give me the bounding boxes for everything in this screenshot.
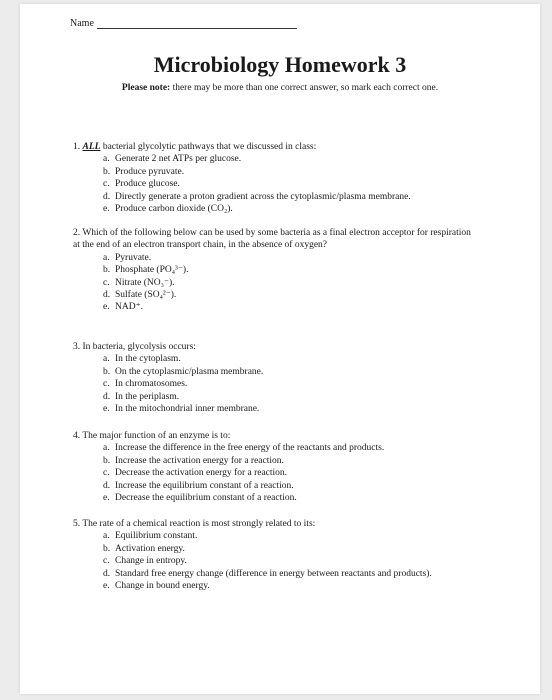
option-list [73,153,473,215]
option-letter: a. [103,354,110,365]
name-underline[interactable] [97,18,297,29]
stem-text: The major function of an enzyme is to: [82,431,231,441]
name-label: Name [70,18,94,29]
note-text: there may be more than one correct answer, so mark each correct one. [172,83,439,93]
option-c[interactable] [73,555,473,567]
option-letter: c. [103,179,110,190]
option-letter: a. [103,531,110,542]
option-e[interactable] [73,301,473,313]
option-text: Decrease the equilibrium constant of a reaction. [115,493,297,504]
option-c[interactable] [73,378,473,390]
stem-text: bacterial glycolytic pathways that we discussed in class: [102,142,317,152]
option-letter: c. [103,556,110,567]
option-text: In chromatosomes. [115,379,188,390]
question-stem [73,430,473,442]
option-b[interactable] [73,543,473,555]
option-letter: c. [103,468,110,479]
question-number: 1. [73,142,81,152]
option-b[interactable] [73,455,473,467]
option-text: Sulfate (SO₄²⁻). [115,290,177,301]
option-a[interactable] [73,442,473,454]
option-text: NAD⁺. [115,302,143,313]
option-text: Increase the activation energy for a reaction. [115,455,284,466]
stem-emphasis: ALL [82,142,101,152]
option-letter: e. [103,204,110,215]
option-b[interactable] [73,264,473,276]
option-text: Phosphate (PO₄³⁻). [115,265,189,276]
option-letter: d. [103,568,111,579]
option-text: Equilibrium constant. [115,531,198,542]
option-d[interactable] [73,191,473,203]
option-text: On the cytoplasmic/plasma membrane. [115,366,264,377]
homework-page [20,4,540,694]
option-text: Pyruvate. [115,252,152,263]
option-letter: d. [103,290,111,301]
note-label: Please note: [121,83,171,93]
option-c[interactable] [73,277,473,289]
question-1 [73,141,473,215]
option-text: Directly generate a proton gradient across the cytoplasmic/plasma membrane. [115,191,411,202]
option-text: Change in entropy. [115,556,187,567]
option-letter: e. [103,302,110,313]
option-letter: b. [103,455,111,466]
option-text: Produce pyruvate. [115,166,185,177]
option-text: Activation energy. [115,543,185,554]
option-text: Nitrate (NO₃⁻). [115,277,175,288]
option-letter: e. [103,581,110,592]
option-letter: c. [103,379,110,390]
question-number: 4. [73,431,81,441]
option-text: Change in bound energy. [115,581,210,592]
question-number: 3. [73,342,81,352]
option-text: Produce glucose. [115,179,180,190]
option-text: Standard free energy change (difference in energy between reactants and products). [115,568,432,579]
question-4 [73,430,473,504]
option-letter: b. [103,265,111,276]
option-a[interactable] [73,353,473,365]
option-text: Generate 2 net ATPs per glucose. [115,154,242,165]
option-a[interactable] [73,252,473,264]
instruction-note [20,83,540,93]
question-stem [73,341,473,353]
option-letter: e. [103,404,110,415]
option-e[interactable] [73,492,473,504]
question-stem [73,141,473,153]
option-d[interactable] [73,568,473,580]
option-b[interactable] [73,166,473,178]
option-letter: d. [103,391,111,402]
option-c[interactable] [73,467,473,479]
option-letter: b. [103,366,111,377]
stem-text: The rate of a chemical reaction is most strongly related to its: [82,519,316,529]
option-a[interactable] [73,530,473,542]
option-letter: a. [103,252,110,263]
option-text: In the periplasm. [115,391,180,402]
option-list [73,353,473,415]
name-field[interactable] [70,18,297,29]
option-e[interactable] [73,580,473,592]
option-b[interactable] [73,366,473,378]
option-c[interactable] [73,178,473,190]
option-text: Increase the difference in the free energy of the reactants and products. [115,443,385,454]
option-d[interactable] [73,391,473,403]
option-letter: b. [103,543,111,554]
question-5 [73,518,473,592]
option-text: Increase the equilibrium constant of a reaction. [115,480,294,491]
page-title: Microbiology Homework 3 [153,52,407,77]
option-e[interactable] [73,403,473,415]
option-letter: b. [103,166,111,177]
option-list [73,530,473,592]
option-a[interactable] [73,153,473,165]
question-number: 2. [73,228,81,238]
option-letter: e. [103,493,110,504]
option-list [73,442,473,504]
question-number: 5. [73,519,81,529]
question-2 [73,227,473,314]
option-letter: d. [103,191,111,202]
option-text: In the cytoplasm. [115,354,181,365]
option-text: Decrease the activation energy for a reaction. [115,468,288,479]
question-3 [73,341,473,415]
option-letter: a. [103,154,110,165]
option-text: Produce carbon dioxide (CO₂). [115,204,233,215]
question-stem [73,227,473,252]
option-list [73,252,473,314]
option-letter: d. [103,480,111,491]
option-letter: a. [103,443,110,454]
option-text: In the mitochondrial inner membrane. [115,404,260,415]
question-stem [73,518,473,530]
stem-text: Which of the following below can be used by some bacteria as a final electron acceptor for respiration at the end of an electron transport chain, in the absence of oxygen? [73,228,471,251]
option-letter: c. [103,277,110,288]
option-d[interactable] [73,289,473,301]
stem-text: In bacteria, glycolysis occurs: [82,342,196,352]
option-e[interactable] [73,203,473,215]
option-d[interactable] [73,480,473,492]
